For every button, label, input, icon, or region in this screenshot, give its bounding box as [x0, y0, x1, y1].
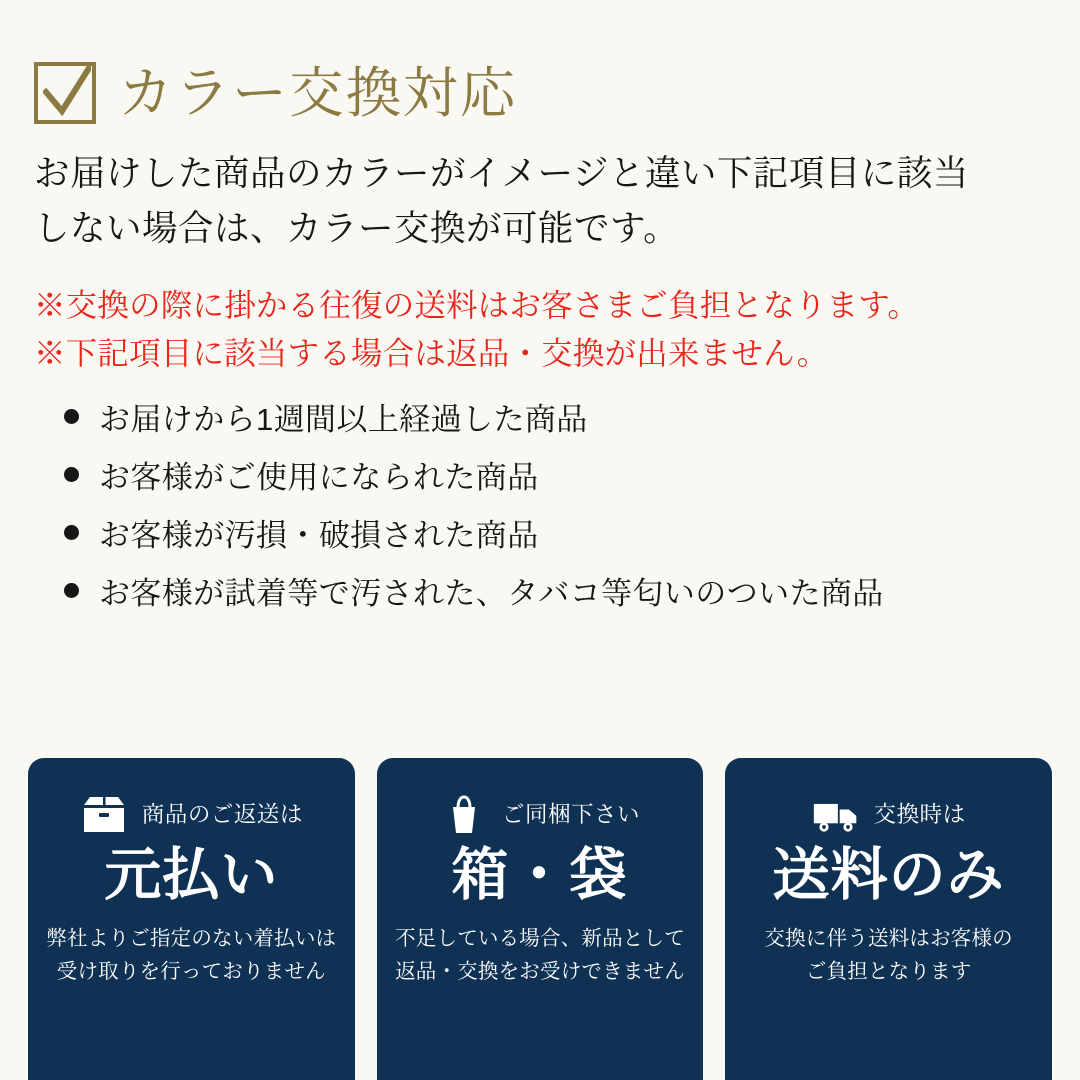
card-description-line-1: 交換に伴う送料はお客様の	[764, 926, 1013, 950]
card-description	[764, 922, 1012, 988]
bullet-dot-icon	[64, 467, 79, 482]
card-title: 箱・袋	[451, 843, 629, 907]
page-heading	[20, 62, 1060, 124]
bullet-dot-icon	[64, 409, 79, 424]
bullet-dot-icon	[64, 525, 79, 540]
card-caption: 商品のご返送は	[141, 801, 303, 827]
lead-line-1: お届けした商品のカラーがイメージと違い下記項目に該当	[34, 153, 969, 193]
notice-line-1: ※交換の際に掛かる往復の送料はお客さまご負担となります。	[34, 287, 920, 324]
card-description-line-2: 受け取りを行っておりません	[56, 960, 326, 984]
notice-block	[20, 282, 1060, 378]
card-header	[80, 792, 303, 838]
bullet-dot-icon	[64, 583, 79, 598]
list-item	[64, 517, 1060, 553]
list-item	[64, 575, 1060, 611]
card-description-line-2: ご負担となります	[805, 960, 972, 984]
card-description-line-1: 弊社よりご指定のない着払いは	[46, 926, 337, 950]
list-item	[64, 401, 1060, 437]
list-item-label: お客様がご使用になられた商品	[99, 459, 539, 495]
list-item-label: お届けから1週間以上経過した商品	[99, 401, 588, 437]
card-caption: 交換時は	[873, 801, 966, 827]
card-caption: ご同梱下さい	[502, 801, 641, 827]
list-item-label: お客様が試着等で汚された、タバコ等匂いのついた商品	[99, 575, 884, 611]
list-item	[64, 459, 1060, 495]
checkbox-check-icon	[34, 62, 96, 124]
exclusion-list	[20, 401, 1060, 611]
card-description-line-2: 返品・交換をお受けできません	[395, 960, 685, 984]
info-card-shipping-fee-only	[725, 758, 1052, 1080]
card-description-line-1: 不足している場合、新品として	[395, 926, 685, 950]
lead-line-2: しない場合は、カラー交換が可能です。	[34, 208, 680, 249]
page-title: カラー交換対応	[118, 61, 518, 124]
card-description	[46, 922, 336, 988]
info-card-shipping-prepaid	[28, 758, 355, 1080]
card-title: 元払い	[104, 843, 279, 907]
info-card-include-packaging	[377, 758, 704, 1080]
delivery-truck-icon	[812, 795, 860, 835]
card-header	[440, 792, 640, 838]
notice-line-2: ※下記項目に該当する場合は返品・交換が出来ません。	[34, 334, 829, 371]
box-icon	[80, 795, 128, 835]
lead-paragraph	[20, 146, 1060, 256]
card-header	[812, 792, 966, 838]
card-title: 送料のみ	[772, 843, 1005, 907]
card-description	[395, 922, 685, 988]
shopping-bag-icon	[440, 795, 488, 835]
info-card-row	[0, 750, 1080, 1080]
list-item-label: お客様が汚損・破損された商品	[99, 517, 539, 553]
